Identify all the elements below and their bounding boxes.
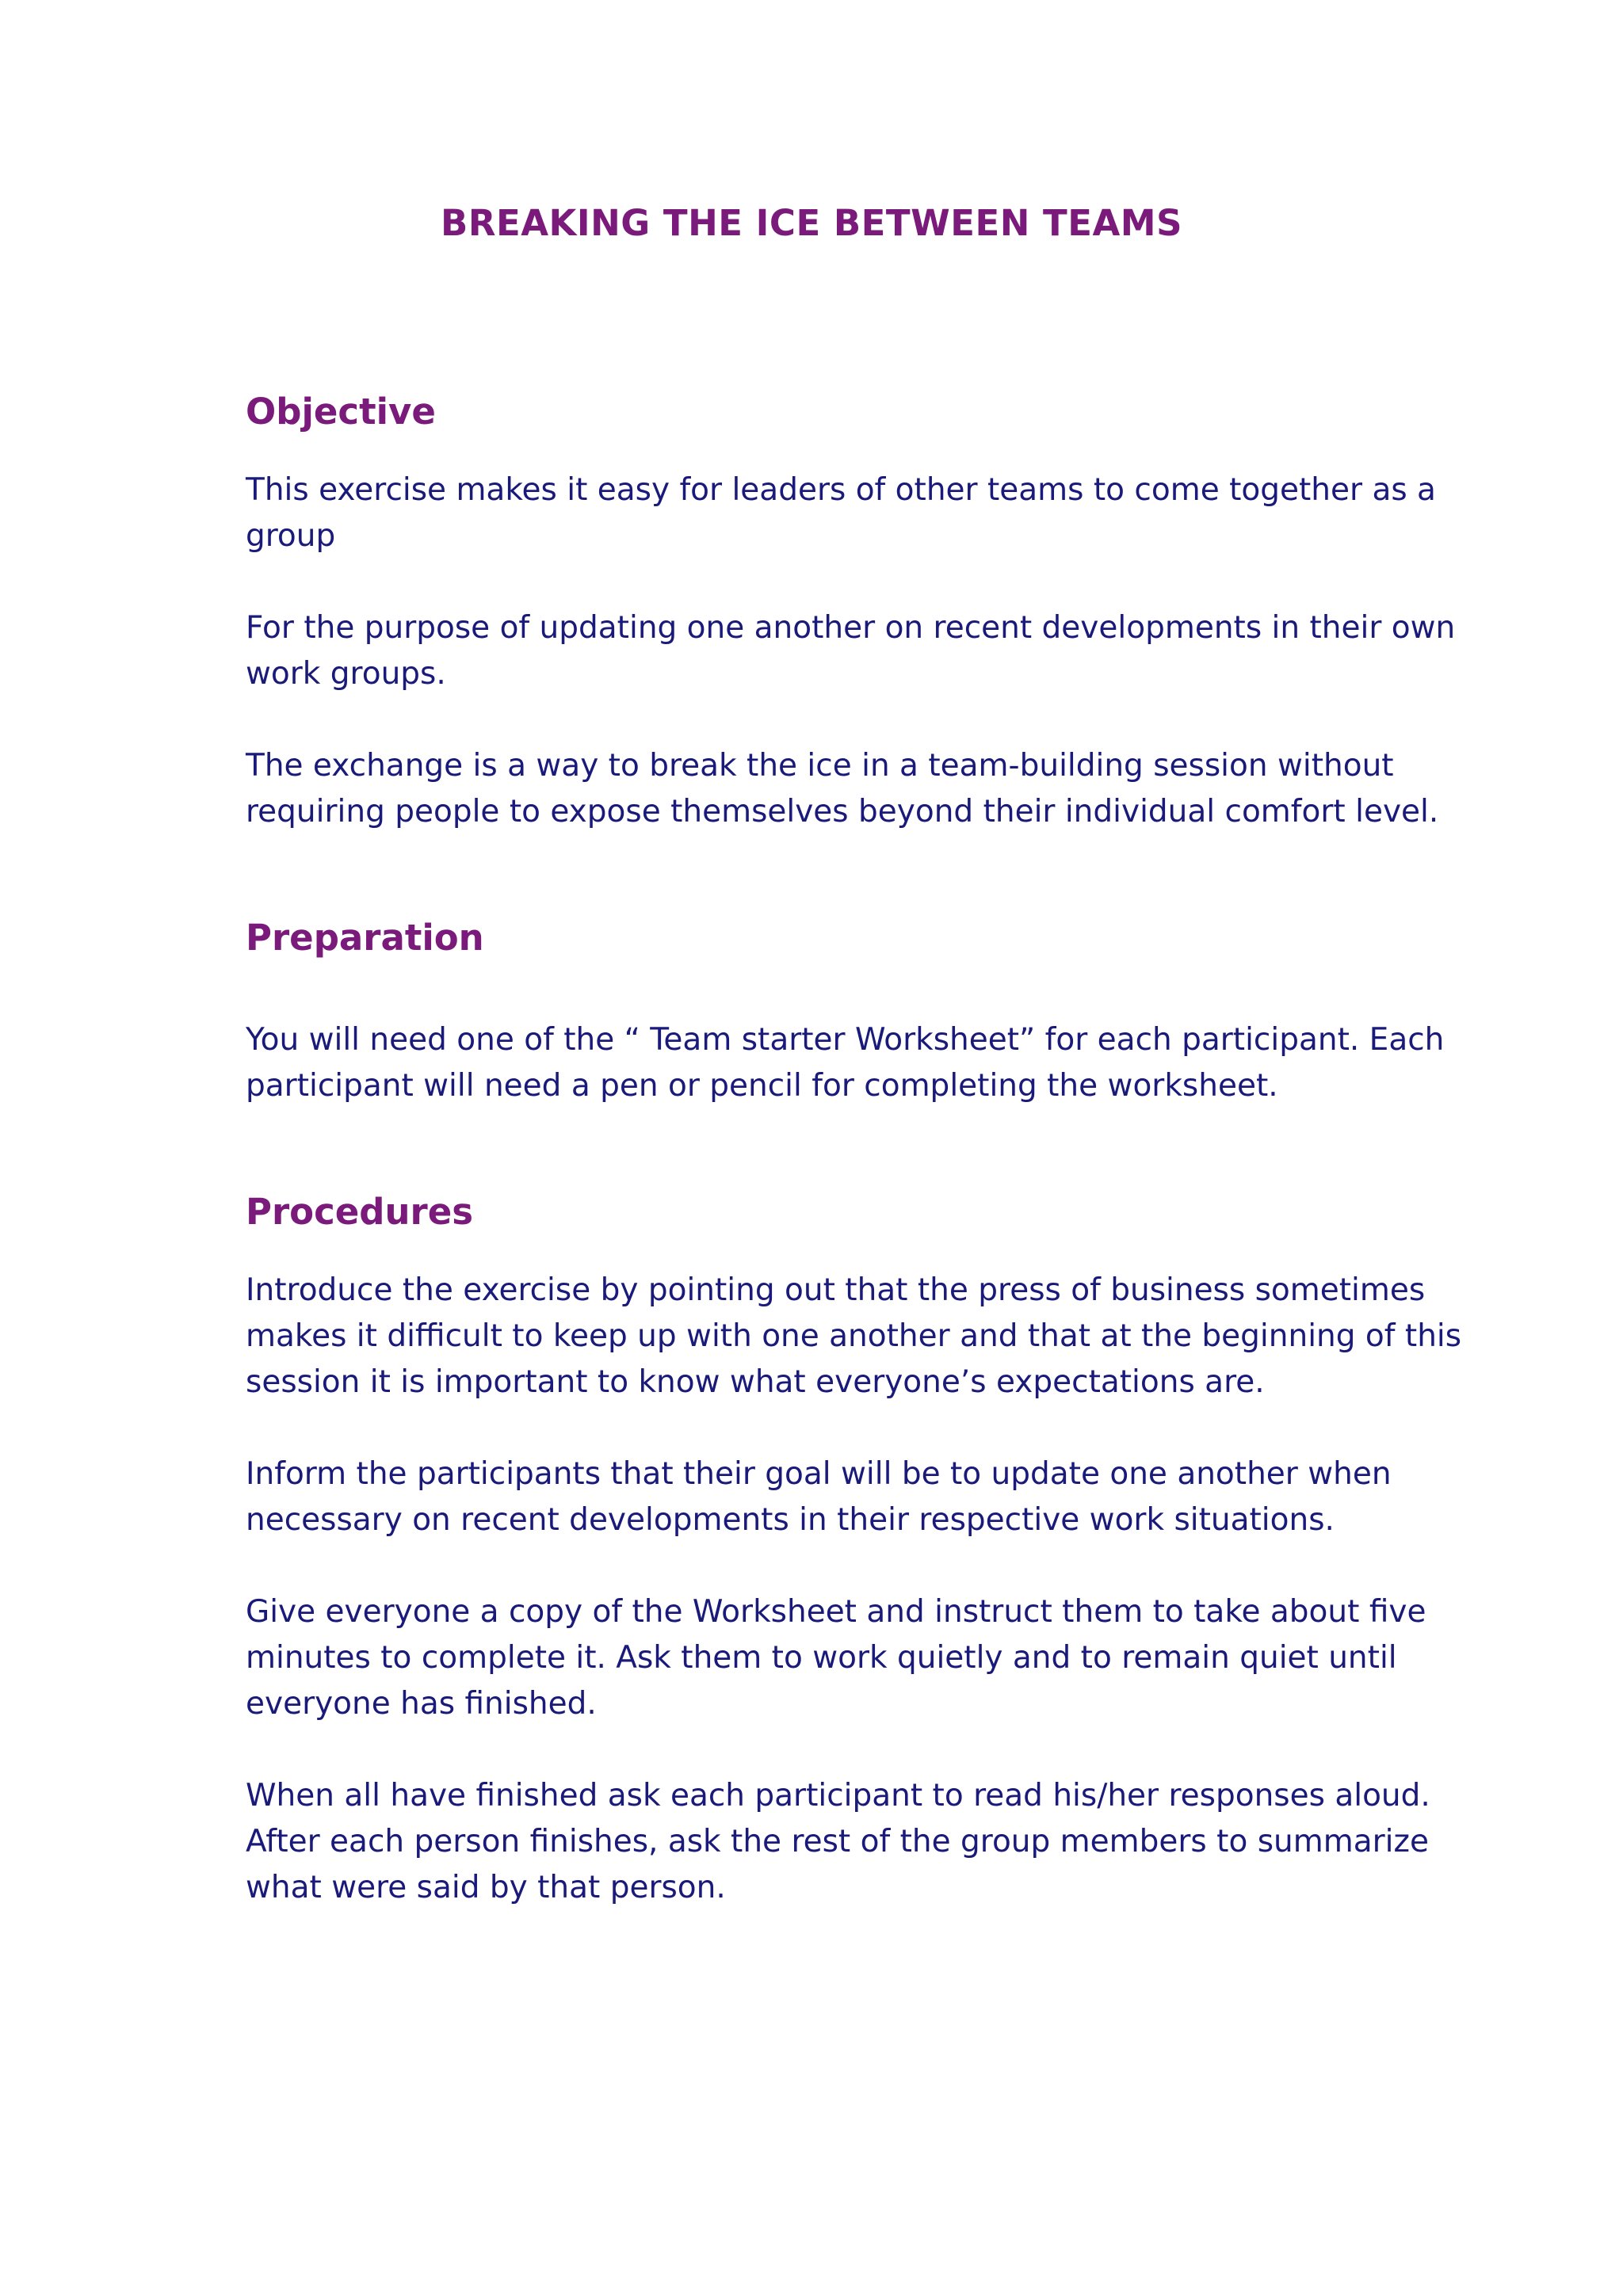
objective-paragraph-2: For the purpose of updating one another on recent developments in their own work groups. xyxy=(246,610,1456,692)
procedures-paragraph-2: Inform the participants that their goal will be to update one another when necessary on recent developments in their respective work situations. xyxy=(246,1456,1392,1538)
objective-paragraph-1: This exercise makes it easy for leaders of other teams to come together as a group xyxy=(246,472,1436,554)
procedures-paragraph-1: Introduce the exercise by pointing out that the press of business sometimes makes it difficult to keep up with one another and that at the beginning of this session it is important to know what everyone’s expectations are. xyxy=(246,1272,1462,1400)
procedures-paragraph-4: When all have finished ask each participant to read his/her responses aloud. After each person finishes, ask the rest of the group members to summarize what were said by that person. xyxy=(246,1778,1430,1905)
objective-paragraph-3: The exchange is a way to break the ice in a team-building session without requiring people to expose themselves beyond their individual comfort level. xyxy=(246,748,1439,830)
section-heading-objective: Objective xyxy=(246,391,436,433)
preparation-paragraph-1: You will need one of the “ Team starter Worksheet” for each participant. Each participant will need a pen or pencil for completing the worksheet. xyxy=(246,1022,1445,1104)
section-heading-preparation: Preparation xyxy=(246,917,484,959)
procedures-paragraph-3: Give everyone a copy of the Worksheet and instruct them to take about five minutes to complete it. Ask them to work quietly and to remain quiet until everyone has finished. xyxy=(246,1594,1426,1722)
section-heading-procedures: Procedures xyxy=(246,1191,474,1233)
document-body xyxy=(246,388,1482,1911)
document-title: BREAKING THE ICE BETWEEN TEAMS xyxy=(441,202,1182,244)
section-procedures xyxy=(246,1188,1482,1911)
section-objective xyxy=(246,388,1482,835)
section-preparation xyxy=(246,914,1482,1109)
